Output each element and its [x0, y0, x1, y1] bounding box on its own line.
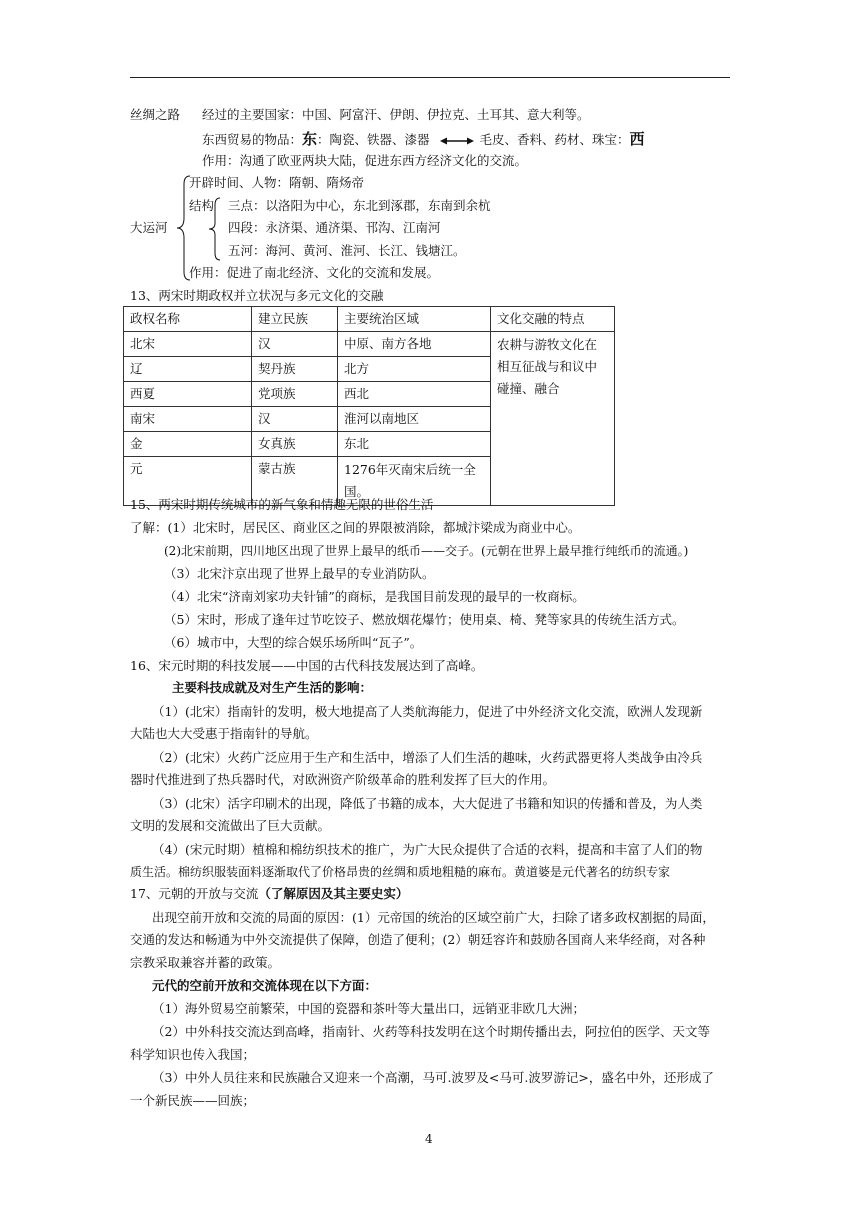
silk-road-countries: 经过的主要国家：中国、阿富汗、伊朗、伊拉克、土耳其、意大利等。: [202, 107, 590, 122]
section-17-reason: 交通的发达和畅通为中外交流提供了保障，创造了便利；(2）朝廷容许和鼓励各国商人来华经商，对各种: [130, 932, 706, 947]
table-cell: 东北: [338, 432, 491, 457]
page-number: 4: [425, 1132, 433, 1146]
table-cell: 金: [124, 432, 252, 457]
culture-feature-cell: 农耕与游牧文化在相互征战与和议中碰撞、融合: [491, 332, 615, 506]
section-17-line: 一个新民族——回族；: [130, 1093, 256, 1108]
table-cell: 辽: [124, 357, 252, 382]
table-header: 建立民族: [252, 307, 338, 332]
trade-prefix: 东西贸易的物品：: [202, 132, 303, 147]
section-13-heading: 13、两宋时期政权并立状况与多元文化的交融: [130, 288, 384, 303]
silk-road-trade: [202, 130, 645, 149]
west-goods: 毛皮、香料、药材、珠宝：: [479, 132, 630, 147]
table-cell: 南宋: [124, 407, 252, 432]
canal-four-sections: 四段：永济渠、通济渠、邗沟、江南河: [228, 220, 441, 235]
table-cell: 汉: [252, 407, 338, 432]
table-cell: 蒙古族: [252, 457, 338, 506]
section-16-line: （3）(北宋）活字印刷术的出现，降低了书籍的成本，大大促进了书籍和知识的传播和普及，为人类: [152, 796, 703, 811]
section-17-reason: 宗教采取兼容并蓄的政策。: [130, 955, 281, 970]
table-cell: 北宋: [124, 332, 252, 357]
table-header: 主要统治区域: [338, 307, 491, 332]
section-17-line: （3）中外人员往来和民族融合又迎来一个高潮，马可.波罗及<马可.波罗游记>，盛名中外，还形成了: [152, 1070, 714, 1085]
section-15-heading: 15、两宋时期传统城市的新气象和情趣无限的世俗生活: [130, 497, 434, 512]
section-16-line: 文明的发展和交流做出了巨大贡献。: [130, 818, 331, 833]
section-16-line: （2）(北宋）火药广泛应用于生产和生活中，增添了人们生活的趣味，火药武器更将人类战争由冷兵: [152, 750, 703, 765]
section-16-line: 质生活。棉纺织服装面料逐渐取代了价格昂贵的丝绸和质地粗糙的麻布。黄道婆是元代著名的纺织专家: [130, 865, 671, 879]
table-header: 政权名称: [124, 307, 252, 332]
section-17-note: （了解原因及其主要史实）: [258, 886, 409, 901]
table-row: [124, 332, 615, 357]
table-cell: 党项族: [252, 382, 338, 407]
canal-three-points: 三点：以洛阳为中心，东北到涿郡，东南到余杭: [228, 198, 491, 213]
east-goods: ：陶瓷、铁器、漆器: [317, 132, 430, 147]
section-16-subheading: 主要科技成就及对生产生活的影响：: [172, 680, 373, 695]
canal-title: 大运河: [130, 220, 168, 235]
table-cell: 元: [124, 457, 252, 506]
table-header-row: [124, 307, 615, 332]
table-cell: 中原、南方各地: [338, 332, 491, 357]
section-16-line: 大陆也大大受惠于指南针的导航。: [130, 726, 318, 741]
section-17-reason: 出现空前开放和交流的局面的原因：(1）元帝国的统治的区域空前广大，扫除了诸多政权割据的局面，: [152, 910, 715, 925]
east-label: 东: [302, 130, 318, 148]
canal-time: 开辟时间、人物：隋朝、隋炀帝: [189, 175, 365, 190]
canal-effect: 作用：促进了南北经济、文化的交流和发展。: [189, 265, 440, 280]
section-15-item: 了解：(1）北宋时，居民区、商业区之间的界限被消除，都城汴梁成为商业中心。: [130, 520, 581, 535]
section-16-line: （1）(北宋）指南针的发明，极大地提高了人类航海能力，促进了中外经济文化交流，欧洲人发现新: [152, 704, 703, 719]
section-16-heading: 16、宋元时期的科技发展——中国的古代科技发展达到了高峰。: [130, 658, 484, 673]
table-cell: 西北: [338, 382, 491, 407]
canal-five-rivers: 五河：海河、黄河、淮河、长江、钱塘江。: [228, 243, 466, 258]
table-cell: 女真族: [252, 432, 338, 457]
section-15-item: （6）城市中，大型的综合娱乐场所叫“瓦子”。: [164, 635, 423, 650]
section-15-item: （3）北宋汴京出现了世界上最早的专业消防队。: [164, 566, 435, 581]
table-cell: 北方: [338, 357, 491, 382]
header-rule: [130, 77, 730, 78]
double-arrow-icon: [440, 136, 474, 146]
section-15-item: (2)北宋前期，四川地区出现了世界上最早的纸币——交子。(元朝在世界上最早推行纯纸币的流通。): [164, 544, 689, 558]
silk-road-title: 丝绸之路: [130, 107, 181, 122]
table-cell: 西夏: [124, 382, 252, 407]
table-cell: 淮河以南地区: [338, 407, 491, 432]
table-cell: 1276年灭南宋后统一全国。: [338, 457, 491, 506]
section-17-line: 科学知识也传入我国；: [130, 1047, 256, 1062]
structure-brace: [206, 196, 224, 262]
section-17-title: 17、元朝的开放与交流: [130, 886, 259, 901]
section-17-heading: [130, 885, 408, 903]
section-16-line: 器时代推进到了热兵器时代，对欧洲资产阶级革命的胜利发挥了巨大的作用。: [130, 772, 556, 787]
section-16-line: （4）(宋元时期）植棉和棉纺织技术的推广，为广大民众提供了合适的衣料，提高和丰富了人们的物: [152, 842, 703, 857]
canal-structure-label: 结构: [189, 198, 215, 213]
section-17-line: （1）海外贸易空前繁荣，中国的瓷器和茶叶等大量出口，远销亚非欧几大洲；: [152, 1001, 585, 1016]
table-cell: 契丹族: [252, 357, 338, 382]
section-17-subheading: 元代的空前开放和交流体现在以下方面：: [152, 978, 378, 993]
west-label: 西: [629, 130, 645, 148]
section-15-item: （5）宋时，形成了逢年过节吃饺子、燃放烟花爆竹；使用桌、椅、凳等家具的传统生活方式。: [164, 612, 685, 627]
table-cell: 汉: [252, 332, 338, 357]
section-17-line: （2）中外科技交流达到高峰，指南针、火药等科技发明在这个时期传播出去，阿拉伯的医学、天文等: [152, 1024, 710, 1039]
regimes-table: [123, 306, 615, 506]
table-header: 文化交融的特点: [491, 307, 615, 332]
silk-road-effect: 作用：沟通了欧亚两块大陆，促进东西方经济文化的交流。: [202, 153, 528, 168]
section-15-item: （4）北宋“济南刘家功夫针铺”的商标，是我国目前发现的最早的一枚商标。: [164, 589, 585, 604]
